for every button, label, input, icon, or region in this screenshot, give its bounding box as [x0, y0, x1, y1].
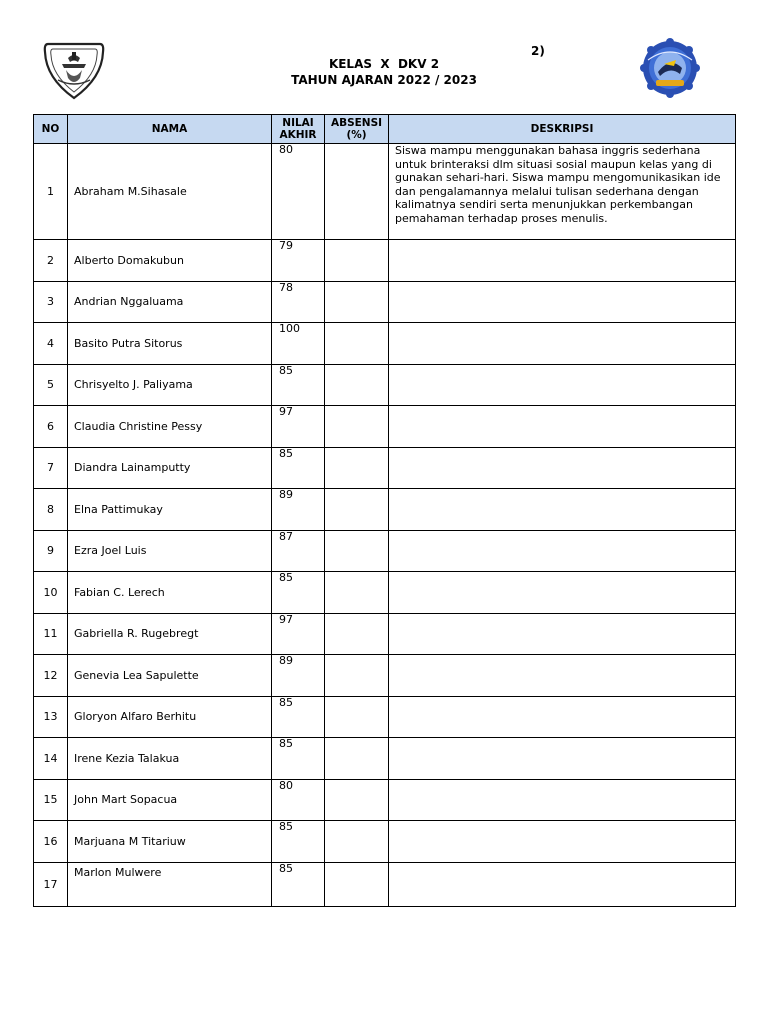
table-header-row	[34, 115, 736, 144]
final-score-cell: 85	[272, 364, 325, 406]
student-name-cell: Chrisyelto J. Paliyama	[68, 364, 272, 406]
column-header-absensi-line2: (%)	[346, 129, 367, 141]
description-cell	[389, 655, 736, 697]
table-row	[34, 530, 736, 572]
student-number-cell: 2	[34, 240, 68, 282]
attendance-cell	[325, 738, 389, 780]
column-header-absensi	[325, 115, 389, 144]
student-name-cell: Elna Pattimukay	[68, 489, 272, 531]
student-name-cell: Irene Kezia Talakua	[68, 738, 272, 780]
description-cell	[389, 862, 736, 907]
student-number-cell: 4	[34, 323, 68, 365]
final-score-cell: 80	[272, 779, 325, 821]
column-header-nilai-akhir	[272, 115, 325, 144]
description-cell	[389, 738, 736, 780]
final-score-cell: 87	[272, 530, 325, 572]
final-score-cell: 85	[272, 738, 325, 780]
table-row	[34, 655, 736, 697]
description-cell	[389, 447, 736, 489]
attendance-cell	[325, 364, 389, 406]
final-score-cell: 79	[272, 240, 325, 282]
student-name-cell: Basito Putra Sitorus	[68, 323, 272, 365]
student-name-cell: Marjuana M Titariuw	[68, 821, 272, 863]
description-cell	[389, 821, 736, 863]
attendance-cell	[325, 323, 389, 365]
column-header-nama: NAMA	[68, 115, 272, 144]
description-cell	[389, 613, 736, 655]
academic-year-title: TAHUN AJARAN 2022 / 2023	[291, 73, 477, 87]
description-cell	[389, 489, 736, 531]
student-number-cell: 14	[34, 738, 68, 780]
table-row	[34, 821, 736, 863]
student-name-cell: Claudia Christine Pessy	[68, 406, 272, 448]
table-row	[34, 144, 736, 240]
student-number-cell: 12	[34, 655, 68, 697]
student-number-cell: 15	[34, 779, 68, 821]
attendance-cell	[325, 144, 389, 240]
description-cell	[389, 281, 736, 323]
final-score-cell: 89	[272, 489, 325, 531]
description-cell	[389, 406, 736, 448]
student-name-cell: Genevia Lea Sapulette	[68, 655, 272, 697]
final-score-cell: 85	[272, 447, 325, 489]
table-row	[34, 779, 736, 821]
table-row	[34, 572, 736, 614]
attendance-cell	[325, 779, 389, 821]
table-row	[34, 738, 736, 780]
table-row	[34, 489, 736, 531]
student-name-cell: Alberto Domakubun	[68, 240, 272, 282]
table-row	[34, 323, 736, 365]
final-score-cell: 85	[272, 862, 325, 907]
table-row	[34, 613, 736, 655]
student-number-cell: 11	[34, 613, 68, 655]
table-row	[34, 406, 736, 448]
student-number-cell: 13	[34, 696, 68, 738]
attendance-cell	[325, 821, 389, 863]
student-number-cell: 16	[34, 821, 68, 863]
student-name-cell: Fabian C. Lerech	[68, 572, 272, 614]
description-cell	[389, 323, 736, 365]
column-header-nilai-line1: NILAI	[282, 117, 314, 129]
table-row	[34, 862, 736, 907]
page-number: 2)	[531, 44, 545, 58]
table-row	[34, 696, 736, 738]
student-name-cell: Gloryon Alfaro Berhitu	[68, 696, 272, 738]
column-header-deskripsi: DESKRIPSI	[389, 115, 736, 144]
description-cell: Siswa mampu menggunakan bahasa inggris sederhana untuk brinteraksi dlm situasi sosial maupun kelas yang di gunakan sehari-hari. Siswa mampu mengomunikasikan ide dan pengalamannya melalui tulisan sederhana dengan kalimatnya sendiri serta menunjukkan perkembangan pemahaman terhadap proses menulis.	[389, 144, 736, 240]
table-row	[34, 281, 736, 323]
table-row	[34, 364, 736, 406]
final-score-cell: 85	[272, 696, 325, 738]
student-number-cell: 7	[34, 447, 68, 489]
attendance-cell	[325, 696, 389, 738]
school-crest-icon	[40, 38, 108, 102]
final-score-cell: 80	[272, 144, 325, 240]
description-cell	[389, 240, 736, 282]
final-score-cell: 100	[272, 323, 325, 365]
university-seal-icon	[630, 38, 710, 98]
attendance-cell	[325, 489, 389, 531]
student-name-cell: Marlon Mulwere	[68, 862, 272, 907]
student-name-cell: Ezra Joel Luis	[68, 530, 272, 572]
final-score-cell: 85	[272, 821, 325, 863]
grades-table	[33, 114, 736, 907]
student-number-cell: 10	[34, 572, 68, 614]
student-number-cell: 8	[34, 489, 68, 531]
description-cell	[389, 530, 736, 572]
student-number-cell: 1	[34, 144, 68, 240]
description-cell	[389, 572, 736, 614]
attendance-cell	[325, 613, 389, 655]
final-score-cell: 89	[272, 655, 325, 697]
student-number-cell: 3	[34, 281, 68, 323]
final-score-cell: 78	[272, 281, 325, 323]
attendance-cell	[325, 447, 389, 489]
student-name-cell: Abraham M.Sihasale	[68, 144, 272, 240]
student-number-cell: 6	[34, 406, 68, 448]
attendance-cell	[325, 281, 389, 323]
column-header-absensi-line1: ABSENSI	[330, 117, 383, 129]
final-score-cell: 97	[272, 613, 325, 655]
attendance-cell	[325, 240, 389, 282]
table-row	[34, 447, 736, 489]
student-name-cell: Andrian Nggaluama	[68, 281, 272, 323]
attendance-cell	[325, 530, 389, 572]
student-number-cell: 9	[34, 530, 68, 572]
attendance-cell	[325, 406, 389, 448]
attendance-cell	[325, 655, 389, 697]
student-name-cell: Gabriella R. Rugebregt	[68, 613, 272, 655]
class-title: KELAS X DKV 2	[328, 57, 440, 71]
final-score-cell: 97	[272, 406, 325, 448]
column-header-nilai-line2: AKHIR	[279, 129, 317, 141]
description-cell	[389, 364, 736, 406]
column-header-no: NO	[34, 115, 68, 144]
student-name-cell: Diandra Lainamputty	[68, 447, 272, 489]
description-cell	[389, 696, 736, 738]
final-score-cell: 85	[272, 572, 325, 614]
student-name-cell: John Mart Sopacua	[68, 779, 272, 821]
description-cell	[389, 779, 736, 821]
student-number-cell: 17	[34, 862, 68, 907]
attendance-cell	[325, 862, 389, 907]
student-number-cell: 5	[34, 364, 68, 406]
table-row	[34, 240, 736, 282]
attendance-cell	[325, 572, 389, 614]
